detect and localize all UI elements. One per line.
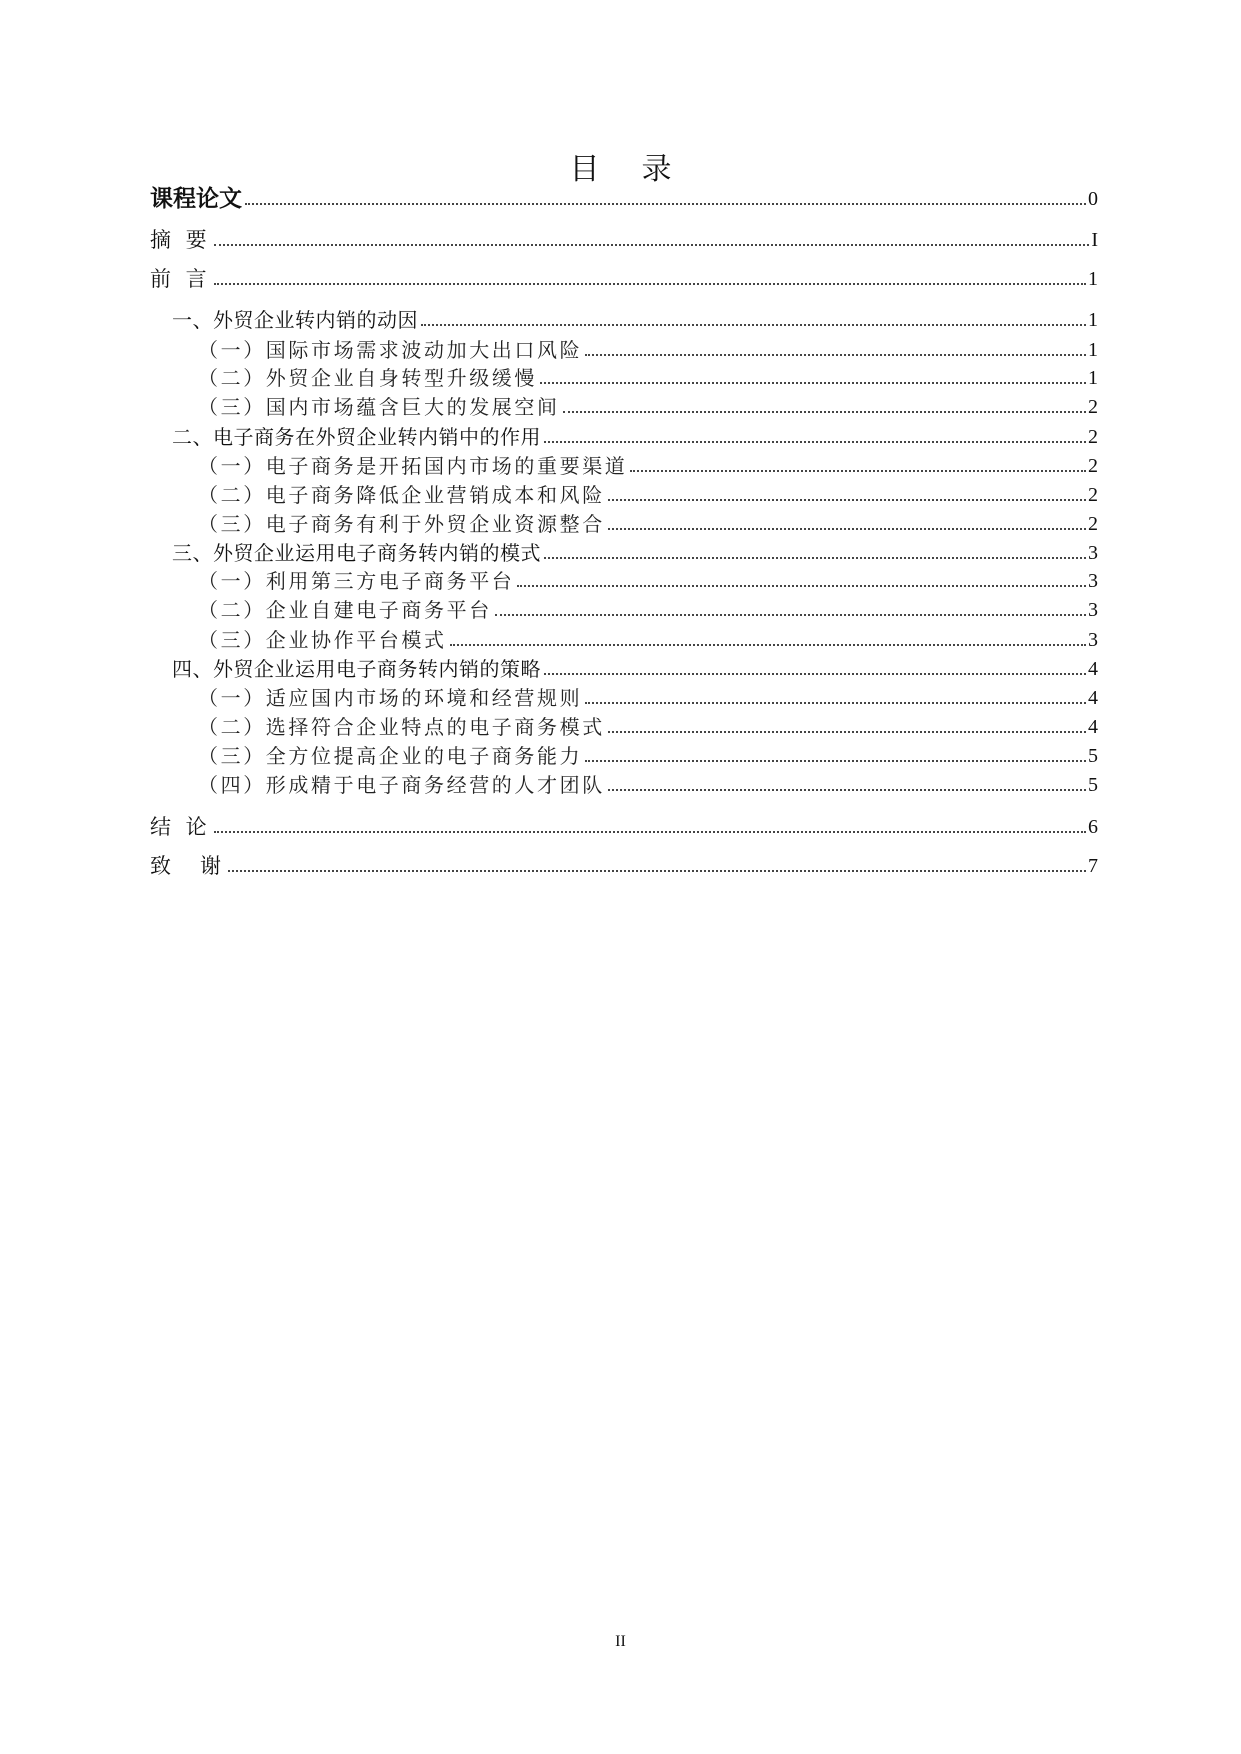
toc-entry-title: 四、外贸企业运用电子商务转内销的策略 [172, 657, 541, 681]
dot-leader [495, 614, 1086, 616]
toc-entry[interactable] [150, 264, 1098, 294]
toc-entry-page: 5 [1088, 745, 1098, 767]
toc-entry-title: 课程论文 [150, 186, 242, 212]
toc-entry-page: 3 [1088, 629, 1098, 651]
toc-entry-title: 一、外贸企业转内销的动因 [172, 308, 418, 332]
toc-entry[interactable] [198, 509, 1098, 539]
dot-leader [608, 499, 1086, 501]
toc-entry-page: 0 [1088, 188, 1098, 210]
dot-leader [585, 760, 1086, 762]
dot-leader [544, 673, 1086, 675]
toc-entry[interactable] [198, 770, 1098, 800]
toc-entry-page: 5 [1088, 774, 1098, 796]
toc-entry-title: （四）形成精于电子商务经营的人才团队 [198, 773, 605, 797]
dot-leader [517, 585, 1086, 587]
toc-entry-title: （一）适应国内市场的环境和经营规则 [198, 686, 583, 710]
toc-entry[interactable] [198, 683, 1098, 713]
dot-leader [630, 470, 1086, 472]
toc-entry-title: 三、外贸企业运用电子商务转内销的模式 [172, 541, 541, 565]
toc-entry-page: 3 [1088, 570, 1098, 592]
toc-entry-title: 摘 要 [150, 228, 211, 252]
dot-leader [228, 870, 1086, 872]
toc-entry[interactable] [172, 654, 1098, 684]
toc-entry[interactable] [198, 625, 1098, 655]
toc-entry[interactable] [198, 480, 1098, 510]
page-number-footer: II [615, 1633, 626, 1650]
toc-entry-title: （二）外贸企业自身转型升级缓慢 [198, 366, 537, 390]
toc-entry-page: 2 [1088, 396, 1098, 418]
dot-leader [214, 244, 1090, 246]
toc-entry-page: 4 [1088, 716, 1098, 738]
dot-leader [608, 528, 1086, 530]
toc-entry-page: 4 [1088, 658, 1098, 680]
toc-entry-page: 2 [1088, 484, 1098, 506]
toc-entry-title: （一）利用第三方电子商务平台 [198, 569, 515, 593]
dot-leader [544, 441, 1086, 443]
toc-entry-page: 4 [1088, 687, 1098, 709]
toc-entry[interactable] [198, 712, 1098, 742]
dot-leader [585, 354, 1086, 356]
toc-entry-title: （一）国际市场需求波动加大出口风险 [198, 338, 583, 362]
dot-leader [608, 731, 1086, 733]
dot-leader [450, 644, 1086, 646]
toc-entry-title: （三）电子商务有利于外贸企业资源整合 [198, 512, 605, 536]
dot-leader [540, 382, 1086, 384]
toc-entry-page: 2 [1088, 426, 1098, 448]
toc-entry[interactable] [198, 741, 1098, 771]
dot-leader [214, 283, 1086, 285]
toc-entry-title: （三）国内市场蕴含巨大的发展空间 [198, 395, 560, 419]
toc-entry-title: （三）全方位提高企业的电子商务能力 [198, 744, 583, 768]
toc-entry-title: （三）企业协作平台模式 [198, 628, 447, 652]
toc-entry-page: 2 [1088, 513, 1098, 535]
toc-entry[interactable] [198, 595, 1098, 625]
toc-entry[interactable] [172, 305, 1098, 335]
toc-entry[interactable] [198, 451, 1098, 481]
toc-entry[interactable] [198, 363, 1098, 393]
dot-leader [608, 789, 1086, 791]
toc-entry-title: （一）电子商务是开拓国内市场的重要渠道 [198, 454, 628, 478]
toc-entry-title: 致 谢 [150, 854, 225, 878]
toc-entry[interactable] [150, 184, 1098, 214]
toc-entry[interactable] [198, 335, 1098, 365]
toc-entry-page: 1 [1088, 339, 1098, 361]
dot-leader [214, 831, 1086, 833]
toc-entry-title: 前 言 [150, 267, 211, 291]
toc-entry[interactable] [150, 812, 1098, 842]
toc-entry-title: 结 论 [150, 815, 211, 839]
dot-leader [544, 557, 1086, 559]
toc-entry-page: 3 [1088, 542, 1098, 564]
dot-leader [421, 324, 1086, 326]
toc-entry-page: 3 [1088, 599, 1098, 621]
dot-leader [585, 702, 1086, 704]
toc-entry-page: I [1091, 229, 1098, 251]
toc-entry-page: 1 [1088, 367, 1098, 389]
toc-entry-title: （二）选择符合企业特点的电子商务模式 [198, 715, 605, 739]
toc-entry-page: 1 [1088, 268, 1098, 290]
page-title: 目录 [569, 152, 714, 187]
toc-entry[interactable] [198, 566, 1098, 596]
toc-entry-page: 7 [1088, 855, 1098, 877]
toc-entry[interactable] [172, 538, 1098, 568]
toc-entry[interactable] [198, 392, 1098, 422]
toc-entry-page: 6 [1088, 816, 1098, 838]
dot-leader [245, 203, 1086, 205]
toc-entry-page: 2 [1088, 455, 1098, 477]
toc-entry-title: （二）企业自建电子商务平台 [198, 598, 492, 622]
toc-entry-title: 二、电子商务在外贸企业转内销中的作用 [172, 425, 541, 449]
dot-leader [563, 411, 1086, 413]
toc-entry[interactable] [172, 422, 1098, 452]
toc-entry-title: （二）电子商务降低企业营销成本和风险 [198, 483, 605, 507]
toc-entry[interactable] [150, 225, 1098, 255]
toc-entry[interactable] [150, 851, 1098, 881]
toc-entry-page: 1 [1088, 309, 1098, 331]
